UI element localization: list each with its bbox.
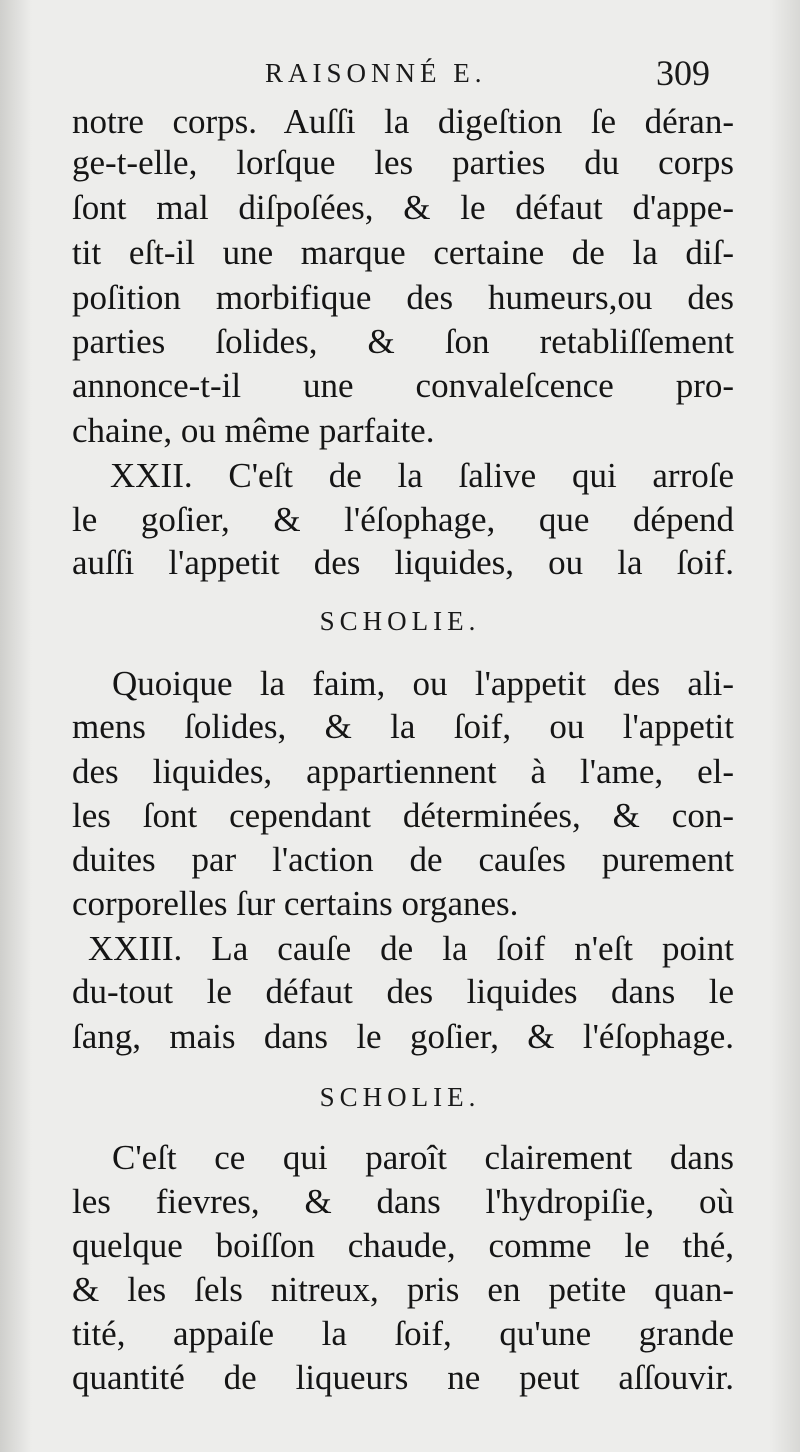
scholie-heading: SCHOLIE.: [319, 1082, 481, 1112]
text-line: quelque boiſſon chaude, comme le thé,: [72, 1226, 734, 1265]
text-line: ſang, mais dans le goſier, & l'éſophage.: [72, 1017, 734, 1056]
text-line: le goſier, & l'éſophage, que dépend: [72, 500, 734, 539]
running-head: [0, 52, 800, 96]
page-number: 309: [656, 53, 710, 93]
text-line: corporelles ſur certains organes.: [72, 884, 519, 923]
text-line: du-tout le défaut des liquides dans le: [72, 972, 734, 1011]
numbered-paragraph-line: XXII. C'eſt de la ſalive qui arroſe: [110, 456, 734, 495]
text-line: auſſi l'appetit des liquides, ou la ſoif.: [72, 543, 734, 582]
text-line: poſition morbifique des humeurs,ou des: [72, 278, 734, 317]
text-line: tité, appaiſe la ſoif, qu'une grande: [72, 1314, 734, 1353]
text-line: des liquides, appartiennent à l'ame, el-: [72, 752, 734, 791]
text-line: Quoique la faim, ou l'appetit des ali-: [112, 664, 734, 703]
text-line: mens ſolides, & la ſoif, ou l'appetit: [72, 707, 734, 746]
text-line: quantité de liqueurs ne peut aſſouvir.: [72, 1358, 734, 1397]
text-line: annonce-t-il une convaleſcence pro-: [72, 366, 734, 405]
text-line: les ſont cependant déterminées, & con-: [72, 796, 734, 835]
numbered-paragraph-line: XXIII. La cauſe de la ſoif n'eſt point: [88, 929, 734, 968]
text-line: les fievres, & dans l'hydropiſie, où: [72, 1182, 734, 1221]
text-line: notre corps. Auſſi la digeſtion ſe déran-: [72, 102, 734, 141]
page-right-edge: [770, 0, 800, 1452]
running-title: RAISONNÉ E.: [265, 58, 487, 88]
text-line: duites par l'action de cauſes purement: [72, 840, 734, 879]
scholie-heading: SCHOLIE.: [319, 606, 481, 636]
text-line: ge-t-elle, lorſque les parties du corps: [72, 143, 734, 182]
text-line: ſont mal diſpoſées, & le défaut d'appe-: [72, 188, 734, 227]
text-line: chaine, ou même parfaite.: [72, 411, 435, 450]
text-line: & les ſels nitreux, pris en petite quan-: [72, 1270, 734, 1309]
text-line: tit eſt-il une marque certaine de la diſ-: [72, 233, 734, 272]
text-line: C'eſt ce qui paroît clairement dans: [112, 1138, 734, 1177]
text-line: parties ſolides, & ſon retabliſſement: [72, 322, 734, 361]
page-left-edge: [0, 0, 32, 1452]
